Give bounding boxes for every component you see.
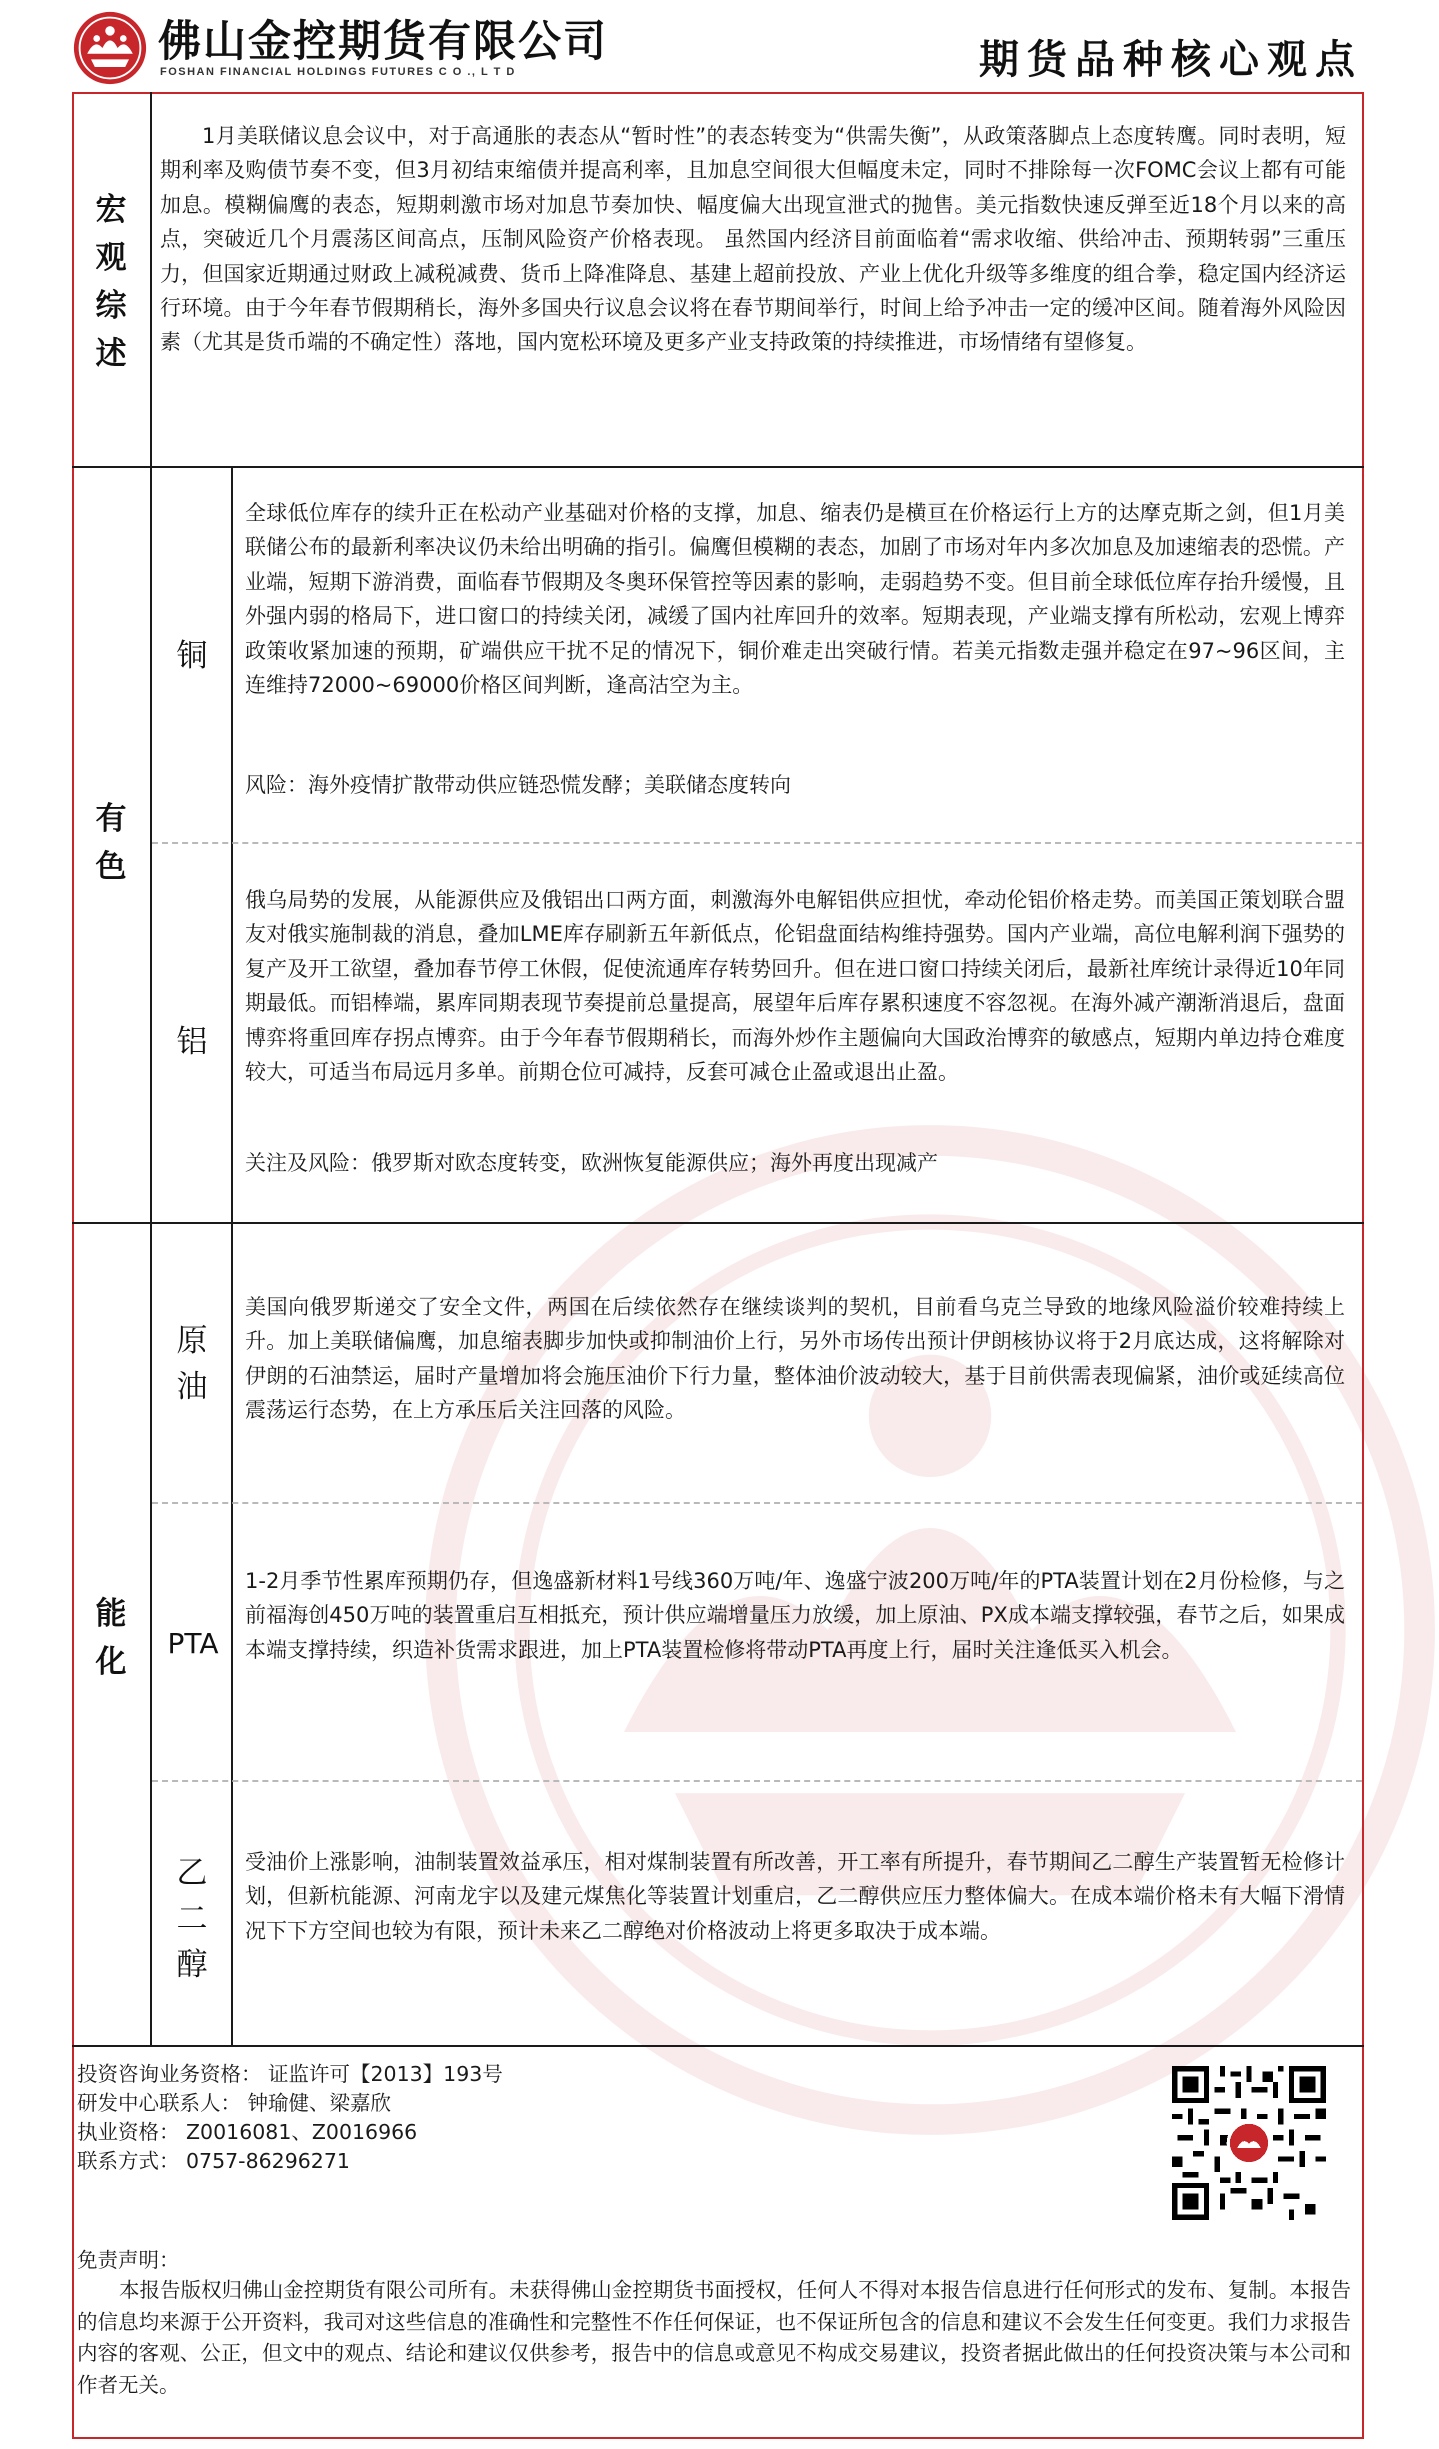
section-label-macro: 宏 观 综 述 <box>95 192 127 372</box>
section-divider <box>72 466 1364 468</box>
section-label-nonferrous: 有 色 <box>95 801 127 885</box>
section-divider <box>72 2045 1364 2047</box>
copper-analysis-text: 全球低位库存的续升正在松动产业基础对价格的支撑，加息、缩表仍是横亘在价格运行上方的达摩克斯之剑，但1月美联储公布的最新利率决议仍未给出明确的指引。偏鹰但模糊的表态，加剧了市场对年内多次加息及加速缩表的恐慌。产业端，短期下游消费，面临春节假期及冬奥环保管控等因素的影响，走弱趋势不变。但目前全球低位库存抬升缓慢，且外强内弱的格局下，进口窗口的持续关闭，减缓了国内社库回升的效率。短期表现，产业端支撑有所松动，宏观上博弈政策收紧加速的预期，矿端供应干扰不足的情况下，铜价难走出突破行情。若美元指数走强并稳定在97~96区间，主连维持72000~69000价格区间判断，逢高沽空为主。 <box>245 501 1345 698</box>
sub-label-ethylene-glycol: 乙 二 醇 <box>176 1855 208 1983</box>
section-divider <box>72 1222 1364 1224</box>
company-name-en: FOSHAN FINANCIAL HOLDINGS FUTURES C O ., L T D <box>160 66 516 78</box>
contacts-line: 研发中心联系人： 钟瑜健、梁嘉欣 <box>77 2091 392 2115</box>
company-name: 佛山金控期货有限公司 <box>158 17 608 67</box>
qualification-line: 执业资格： Z0016081、Z0016966 <box>77 2120 418 2144</box>
page-header <box>0 0 1439 92</box>
aluminum-analysis-text: 俄乌局势的发展，从能源供应及俄铝出口两方面，刺激海外电解铝供应担忧，牵动伦铝价格走势。而美国正策划联合盟友对俄实施制裁的消息，叠加LME库存刷新五年新低点，伦铝盘面结构维持强势。国内产业端，高位电解利润下强势的复产及开工欲望，叠加春节停工休假，促使流通库存转势回升。但在进口窗口持续关闭后，最新社库统计录得近10年同期最低。而铝棒端，累库同期表现节奏提前总量提高，展望年后库存累积速度不容忽视。在海外减产潮渐消退后，盘面博弈将重回库存拐点博弈。由于今年春节假期稍长，而海外炒作主题偏向大国政治博弈的敏感点，短期内单边持仓难度较大，可适当布局远月多单。前期仓位可减持，反套可减仓止盈或退出止盈。 <box>245 888 1345 1085</box>
phone-line: 联系方式： 0757-86296271 <box>77 2149 350 2173</box>
ethylene-glycol-analysis-text: 受油价上涨影响，油制装置效益承压，相对煤制装置有所改善，开工率有所提升，春节期间乙二醇生产装置暂无检修计划，但新杭能源、河南龙宇以及建元煤焦化等装置计划重启，乙二醇供应压力整体偏大。在成本端价格未有大幅下滑情况下下方空间也较为有限，预计未来乙二醇绝对价格波动上将更多取决于成本端。 <box>245 1850 1345 1943</box>
disclaimer-title: 免责声明： <box>77 2248 180 2272</box>
company-logo-icon <box>72 10 148 86</box>
aluminum-risk-text: 关注及风险：俄罗斯对欧态度转变，欧洲恢复能源供应；海外再度出现减产 <box>245 1151 938 1175</box>
section-label-energy: 能 化 <box>95 1596 127 1680</box>
sub-label-aluminum: 铝 <box>176 1024 208 1060</box>
column-divider <box>231 466 233 2045</box>
pta-analysis-text: 1-2月季节性累库预期仍存，但逸盛新材料1号线360万吨/年、逸盛宁波200万吨/年的PTA装置计划在2月份检修，与之前福海创450万吨的装置重启互相抵充，预计供应端增量压力放缓，加上原油、PX成本端支撑较强，春节之后，如果成本端支撑持续，织造补货需求跟进，加上PTA装置检修将带动PTA再度上行，届时关注逢低买入机会。 <box>245 1569 1345 1662</box>
license-line: 投资咨询业务资格： 证监许可【2013】193号 <box>77 2062 503 2086</box>
crude-oil-analysis-text: 美国向俄罗斯递交了安全文件，两国在后续依然存在继续谈判的契机，目前看乌克兰导致的地缘风险溢价较难持续上升。加上美联储偏鹰，加息缩表脚步加快或抑制油价上行，另外市场传出预计伊朗核协议将于2月底达成，这将解除对伊朗的石油禁运，届时产量增加将会施压油价下行力量，整体油价波动较大，基于目前供需表现偏紧，油价或延续高位震荡运行态势，在上方承压后关注回落的风险。 <box>245 1295 1345 1423</box>
sub-label-copper: 铜 <box>176 638 208 674</box>
contact-info <box>77 2060 1177 2176</box>
disclaimer-text: 本报告版权归佛山金控期货有限公司所有。未获得佛山金控期货书面授权，任何人不得对本报告信息进行任何形式的发布、复制。本报告的信息均来源于公开资料，我司对这些信息的准确性和完整性不作任何保证，也不保证所包含的信息和建议不会发生任何变更。我们力求报告内容的客观、公正，但文中的观点、结论和建议仅供参考，报告中的信息或意见不构成交易建议，投资者据此做出的任何投资决策与本公司和作者无关。 <box>77 2278 1351 2397</box>
page-title: 期货品种核心观点 <box>979 36 1363 83</box>
row-divider <box>152 1780 1362 1782</box>
row-divider <box>152 842 1362 844</box>
macro-summary-text: 1月美联储议息会议中，对于高通胀的表态从“暂时性”的表态转变为“供需失衡”，从政策落脚点上态度转鹰。同时表明，短期利率及购债节奏不变，但3月初结束缩债并提高利率，且加息空间很大但幅度未定，同时不排除每一次FOMC会议上都有可能加息。模糊偏鹰的表态，短期刺激市场对加息节奏加快、幅度偏大出现宣泄式的抛售。美元指数快速反弹至近18个月以来的高点，突破近几个月震荡区间高点，压制风险资产价格表现。 虽然国内经济目前面临着“需求收缩、供给冲击、预期转弱”三重压力，但国家近期通过财政上减税减费、货币上降准降息、基建上超前投放、产业上优化升级等多维度的组合拳，稳定国内经济运行环境。由于今年春节假期稍长，海外多国央行议息会议将在春节期间举行，时间上给予冲击一定的缓冲区间。随着海外风险因素（尤其是货币端的不确定性）落地，国内宽松环境及更多产业支持政策的持续推进，市场情绪有望修复。 <box>160 124 1346 355</box>
qr-code-icon <box>1172 2066 1326 2220</box>
row-divider <box>152 1502 1362 1504</box>
sub-label-crude-oil: 原 油 <box>176 1323 208 1405</box>
copper-risk-text: 风险：海外疫情扩散带动供应链恐慌发酵；美联储态度转向 <box>245 773 791 797</box>
column-divider <box>150 92 152 2045</box>
sub-label-pta: PTA <box>167 1627 219 1660</box>
